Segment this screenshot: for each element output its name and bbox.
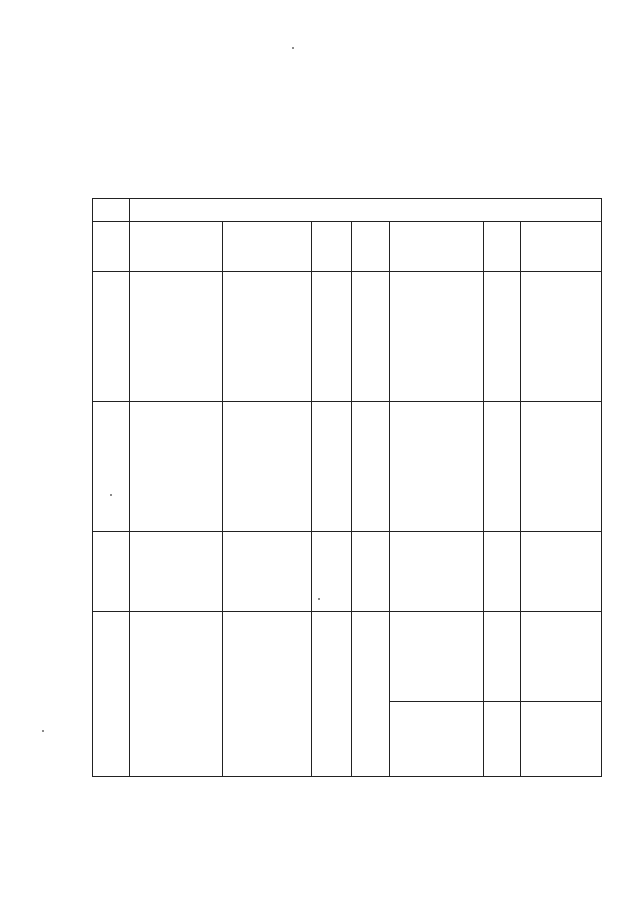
row-refs xyxy=(520,402,601,532)
row-year-start xyxy=(312,272,351,402)
row-indicator xyxy=(390,402,483,532)
table-row xyxy=(93,402,602,532)
row-number xyxy=(93,402,130,532)
row-value xyxy=(483,272,520,402)
row-number xyxy=(93,612,130,777)
row-value xyxy=(483,702,520,777)
section-number xyxy=(93,199,130,222)
row-executor xyxy=(222,272,311,402)
row-year-start xyxy=(312,612,351,777)
row-name xyxy=(130,222,222,272)
table-row xyxy=(93,612,602,702)
scan-speck xyxy=(318,598,320,600)
subprogram-table xyxy=(92,198,602,777)
row-refs xyxy=(520,612,601,702)
row-name xyxy=(130,612,222,777)
row-executor xyxy=(222,532,311,612)
row-year-end xyxy=(351,402,389,532)
row-value xyxy=(483,402,520,532)
row-indicator xyxy=(390,702,483,777)
table-section-row xyxy=(93,199,602,222)
table-row xyxy=(93,532,602,612)
row-refs xyxy=(520,532,601,612)
row-name xyxy=(130,402,222,532)
scan-speck xyxy=(42,730,44,732)
row-indicator xyxy=(390,272,483,402)
row-executor xyxy=(222,612,311,777)
row-number xyxy=(93,272,130,402)
row-refs xyxy=(520,702,601,777)
intro-paragraph xyxy=(95,63,600,89)
row-indicator xyxy=(390,532,483,612)
row-name xyxy=(130,272,222,402)
row-indicator xyxy=(390,612,483,702)
row-value xyxy=(483,532,520,612)
row-number xyxy=(93,532,130,612)
row-value xyxy=(483,222,520,272)
row-refs xyxy=(520,222,601,272)
scan-speck xyxy=(292,47,294,49)
table-row xyxy=(93,222,602,272)
row-year-end xyxy=(351,222,389,272)
intro-spacer xyxy=(123,66,144,85)
section-title xyxy=(130,199,602,222)
row-year-end xyxy=(351,612,389,777)
table-row xyxy=(93,272,602,402)
row-executor xyxy=(222,222,311,272)
row-refs xyxy=(520,272,601,402)
scan-speck xyxy=(110,494,112,496)
row-executor xyxy=(222,402,311,532)
row-name xyxy=(130,532,222,612)
row-number xyxy=(93,222,130,272)
row-year-start xyxy=(312,402,351,532)
row-year-end xyxy=(351,532,389,612)
row-year-start xyxy=(312,222,351,272)
row-year-end xyxy=(351,272,389,402)
row-indicator xyxy=(390,222,483,272)
row-value xyxy=(483,612,520,702)
